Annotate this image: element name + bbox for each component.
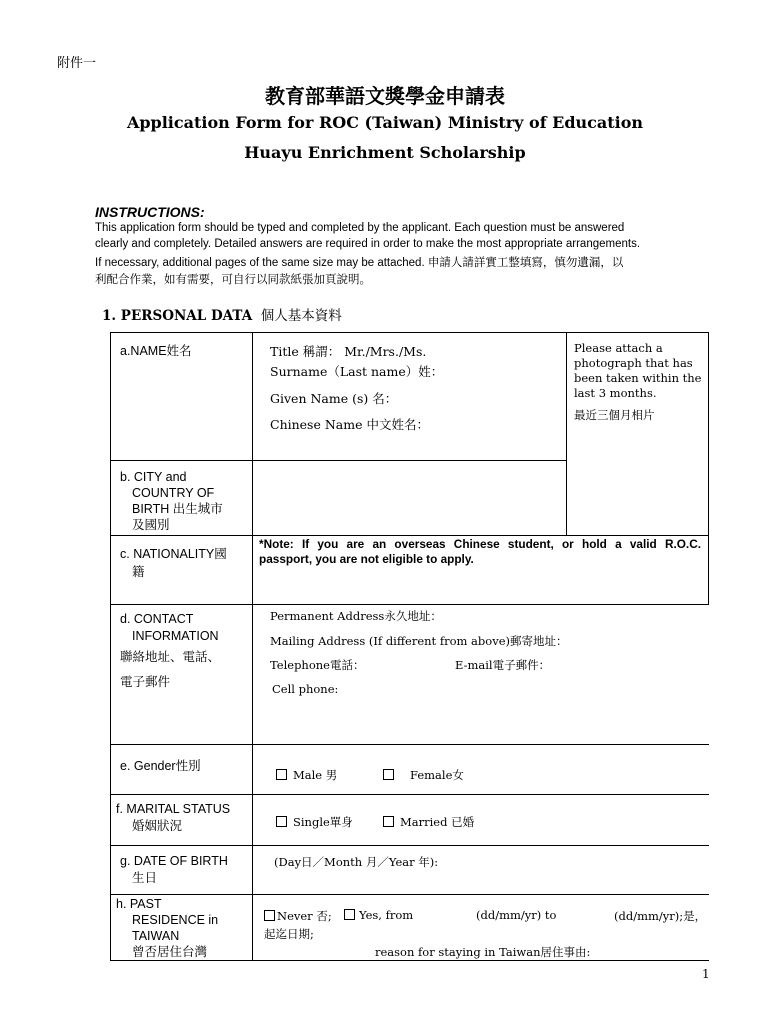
name-label: a.NAME姓名 bbox=[120, 344, 192, 358]
residence-label bbox=[116, 896, 218, 960]
residence-never-option[interactable] bbox=[264, 908, 332, 924]
never-label: Never 否; bbox=[277, 909, 332, 923]
married-checkbox[interactable] bbox=[383, 816, 394, 827]
residence-period: 起迄日期; bbox=[264, 927, 314, 941]
gender-label: e. Gender性別 bbox=[120, 759, 201, 773]
dob-label-line: 生日 bbox=[132, 871, 158, 885]
section-heading-en: 1. PERSONAL DATA bbox=[102, 308, 253, 324]
residence-yes-option[interactable] bbox=[344, 908, 413, 922]
never-checkbox[interactable] bbox=[264, 910, 275, 921]
nationality-note bbox=[259, 537, 701, 567]
photo-instruction: photograph that has bbox=[574, 356, 693, 370]
chinese-name-field[interactable]: Chinese Name 中文姓名： bbox=[270, 417, 429, 432]
married-label: Married 已婚 bbox=[400, 815, 475, 829]
female-label: Female女 bbox=[410, 768, 464, 782]
gender-female-option[interactable] bbox=[383, 767, 464, 783]
residence-label-line: 曾否居住台灣 bbox=[132, 945, 208, 959]
instructions-heading: INSTRUCTIONS: bbox=[95, 204, 205, 220]
residence-reason-field[interactable]: reason for staying in Taiwan居住事由: bbox=[375, 945, 591, 959]
birth-label-line: COUNTRY OF bbox=[132, 486, 215, 500]
contact-label-line: INFORMATION bbox=[132, 629, 219, 643]
photo-instruction: Please attach a bbox=[574, 341, 663, 355]
mailing-address-field[interactable]: Mailing Address (If different from above)郵寄地址： bbox=[270, 634, 568, 648]
instructions-line: clearly and completely. Detailed answers are required in order to make the most appropriate arrangements. bbox=[95, 238, 641, 250]
page-title-zh: 教育部華語文獎學金申請表 bbox=[265, 84, 505, 108]
surname-field[interactable]: Surname（Last name）姓： bbox=[270, 364, 444, 379]
nationality-label bbox=[120, 545, 227, 581]
residence-label-line: TAIWAN bbox=[132, 929, 180, 943]
contact-label bbox=[120, 611, 220, 691]
nationality-label-line: c. NATIONALITY國 bbox=[120, 547, 227, 561]
dob-field[interactable]: (Day日／Month 月／Year 年): bbox=[274, 855, 439, 869]
residence-to-date[interactable]: (dd/mm/yr);是， bbox=[614, 909, 707, 923]
section-heading bbox=[102, 304, 342, 324]
marital-married-option[interactable] bbox=[383, 814, 474, 830]
attachment-label: 附件一 bbox=[57, 56, 97, 71]
marital-single-option[interactable] bbox=[276, 814, 353, 830]
birth-label bbox=[120, 469, 223, 533]
instructions-line: If necessary, additional pages of the same size may be attached. 申請人請詳實工整填寫，慎勿遺漏，以 bbox=[95, 257, 624, 269]
yes-label: Yes, from bbox=[359, 908, 414, 922]
residence-from-date[interactable]: (dd/mm/yr) to bbox=[476, 908, 557, 922]
male-checkbox[interactable] bbox=[276, 769, 287, 780]
photo-instruction: last 3 months. bbox=[574, 386, 657, 400]
dob-label bbox=[120, 853, 228, 887]
page-title-en-line1: Application Form for ROC (Taiwan) Ministry of Education bbox=[126, 113, 644, 132]
female-checkbox[interactable] bbox=[383, 769, 394, 780]
marital-label bbox=[116, 801, 230, 835]
residence-label-line: RESIDENCE in bbox=[132, 913, 219, 927]
yes-checkbox[interactable] bbox=[344, 909, 355, 920]
contact-label-line: d. CONTACT bbox=[120, 612, 194, 626]
permanent-address-field[interactable]: Permanent Address永久地址： bbox=[270, 609, 442, 623]
instructions-line: This application form should be typed and completed by the applicant. Each question must be answered bbox=[95, 222, 625, 234]
photo-instruction: been taken within the bbox=[574, 371, 702, 385]
contact-label-line: 聯絡地址、電話、 bbox=[120, 650, 221, 664]
cell-phone-field[interactable]: Cell phone: bbox=[272, 682, 339, 696]
marital-label-line: f. MARITAL STATUS bbox=[116, 802, 231, 816]
birth-label-line: b. CITY and bbox=[120, 470, 187, 484]
page-number: 1 bbox=[702, 967, 710, 981]
section-heading-zh: 個人基本資料 bbox=[260, 308, 342, 324]
residence-label-line: h. PAST bbox=[116, 897, 162, 911]
instructions-line: 利配合作業，如有需要，可自行以同款紙張加頁說明。 bbox=[95, 274, 371, 286]
dob-label-line: g. DATE OF BIRTH bbox=[120, 854, 228, 868]
given-name-field[interactable]: Given Name (s) 名： bbox=[270, 391, 398, 406]
title-field[interactable]: Title 稱謂： Mr./Mrs./Ms. bbox=[270, 344, 427, 359]
email-field[interactable]: E-mail電子郵件： bbox=[455, 658, 551, 672]
page-title-en-line2: Huayu Enrichment Scholarship bbox=[244, 143, 526, 162]
birth-input[interactable] bbox=[254, 462, 564, 533]
birth-label-line: 及國別 bbox=[132, 518, 170, 532]
contact-label-line: 電子郵件 bbox=[120, 675, 171, 689]
photo-box[interactable] bbox=[574, 341, 701, 423]
nationality-label-line: 籍 bbox=[132, 565, 145, 579]
male-label: Male 男 bbox=[293, 768, 338, 782]
marital-label-line: 婚姻狀況 bbox=[132, 819, 183, 833]
birth-label-line: BIRTH 出生城市 bbox=[132, 502, 223, 516]
nationality-note-line: *Note: If you are an overseas Chinese student, or hold a valid R.O.C. bbox=[259, 537, 701, 551]
gender-male-option[interactable] bbox=[276, 767, 337, 783]
nationality-note-line: passport, you are not eligible to apply. bbox=[259, 552, 474, 566]
telephone-field[interactable]: Telephone電話： bbox=[270, 658, 365, 672]
single-checkbox[interactable] bbox=[276, 816, 287, 827]
photo-instruction-zh: 最近三個月相片 bbox=[574, 408, 655, 422]
single-label: Single單身 bbox=[293, 815, 353, 829]
